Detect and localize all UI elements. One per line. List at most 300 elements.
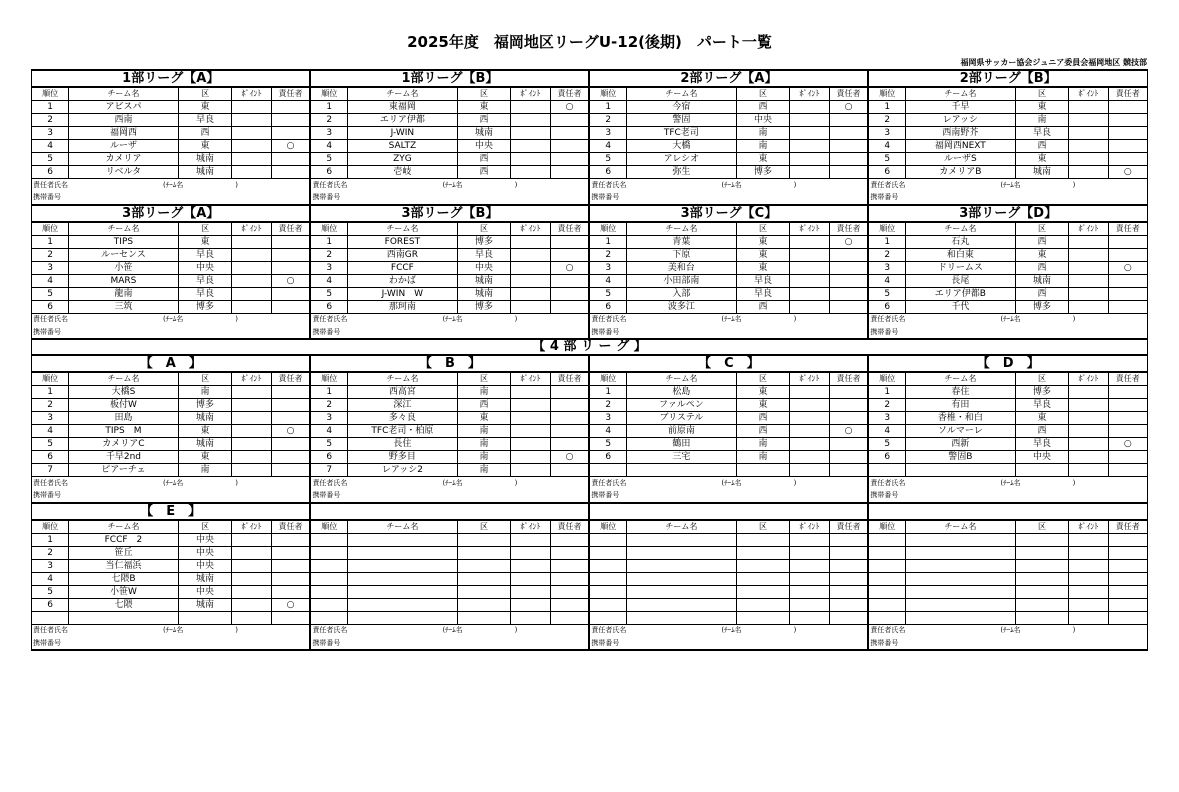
team-name-header: チーム名 xyxy=(906,222,1016,236)
team-name-cell: 龍南 xyxy=(69,287,179,300)
point-cell xyxy=(1069,438,1108,451)
ward-cell: 早良 xyxy=(178,274,232,287)
team-name-cell: 千早2nd xyxy=(69,451,179,464)
rank-cell: 1 xyxy=(868,235,905,248)
phone-label: 携帯番号 xyxy=(589,490,868,503)
table-row xyxy=(32,300,1148,313)
ward-cell: 南 xyxy=(457,451,511,464)
group-title xyxy=(310,503,589,520)
responsible-cell xyxy=(829,140,868,153)
table-row xyxy=(32,274,1148,287)
responsible-cell xyxy=(271,261,310,274)
rank-cell: 7 xyxy=(310,464,347,477)
responsible-footer xyxy=(32,313,311,326)
rank-cell: 2 xyxy=(32,399,69,412)
responsible-cell xyxy=(550,546,589,559)
ward-cell: 南 xyxy=(457,425,511,438)
team-name-cell: 西南 xyxy=(69,114,179,127)
rank-cell xyxy=(868,611,905,624)
rank-header: 順位 xyxy=(310,372,347,386)
responsible-cell xyxy=(829,438,868,451)
ward-cell: 西 xyxy=(457,166,511,179)
ward-cell xyxy=(457,533,511,546)
responsible-footer xyxy=(32,179,311,192)
rank-cell: 4 xyxy=(868,140,905,153)
team-name-cell xyxy=(348,611,458,624)
ward-cell: 南 xyxy=(736,140,790,153)
team-name-cell: カメリアB xyxy=(906,166,1016,179)
responsible-footer xyxy=(868,477,1147,490)
responsible-cell xyxy=(550,287,589,300)
responsible-name-label: 責任者氏名 xyxy=(312,315,348,324)
responsible-name-label: 責任者氏名 xyxy=(591,626,627,635)
responsible-cell: ○ xyxy=(829,425,868,438)
point-header: ﾎﾟｲﾝﾄ xyxy=(1069,87,1108,101)
responsible-cell xyxy=(829,127,868,140)
team-name-close: ) xyxy=(1072,180,1076,189)
point-cell xyxy=(1069,425,1108,438)
rank-header: 順位 xyxy=(32,87,69,101)
point-cell xyxy=(511,248,550,261)
responsible-cell xyxy=(829,399,868,412)
table-row xyxy=(32,287,1148,300)
responsible-cell xyxy=(1108,114,1147,127)
rank-cell: 1 xyxy=(32,235,69,248)
team-name-cell: ブリステル xyxy=(627,412,737,425)
ward-cell: 中央 xyxy=(178,559,232,572)
team-name-cell: 福岡西 xyxy=(69,127,179,140)
responsible-cell xyxy=(550,248,589,261)
responsible-cell xyxy=(271,559,310,572)
team-name-label: (ﾁｰﾑ名 xyxy=(442,478,463,487)
ward-cell xyxy=(457,572,511,585)
phone-label: 携帯番号 xyxy=(310,490,589,503)
team-name-cell: MARS xyxy=(69,274,179,287)
responsible-header: 責任者 xyxy=(1108,520,1147,534)
ward-cell: 東 xyxy=(1015,248,1069,261)
rank-header: 順位 xyxy=(589,87,626,101)
table-row xyxy=(32,261,1148,274)
rank-header: 順位 xyxy=(32,520,69,534)
team-name-cell xyxy=(627,572,737,585)
responsible-cell xyxy=(829,611,868,624)
point-cell xyxy=(1069,572,1108,585)
ward-cell: 中央 xyxy=(178,585,232,598)
responsible-cell xyxy=(550,386,589,399)
ward-cell: 早良 xyxy=(178,114,232,127)
ward-cell xyxy=(1015,598,1069,611)
team-name-cell: 香椎・和白 xyxy=(906,412,1016,425)
responsible-footer xyxy=(589,624,868,637)
rank-cell: 4 xyxy=(310,274,347,287)
point-cell xyxy=(511,425,550,438)
point-cell xyxy=(1069,114,1108,127)
point-cell xyxy=(1069,533,1108,546)
ward-cell: 東 xyxy=(178,425,232,438)
point-cell xyxy=(790,412,829,425)
point-cell xyxy=(790,386,829,399)
team-name-cell xyxy=(906,546,1016,559)
rank-cell: 3 xyxy=(868,261,905,274)
group-title: 2部リーグ【B】 xyxy=(868,70,1147,87)
rank-cell: 6 xyxy=(868,451,905,464)
team-name-header: チーム名 xyxy=(69,87,179,101)
rank-cell: 2 xyxy=(589,114,626,127)
responsible-name-label: 責任者氏名 xyxy=(870,478,906,487)
rank-cell: 5 xyxy=(868,438,905,451)
responsible-cell xyxy=(1108,611,1147,624)
rank-cell xyxy=(589,572,626,585)
responsible-cell xyxy=(829,412,868,425)
point-cell xyxy=(790,274,829,287)
rank-cell: 3 xyxy=(868,127,905,140)
team-name-close: ) xyxy=(235,315,238,324)
point-cell xyxy=(232,585,271,598)
team-name-cell: 笹丘 xyxy=(69,546,179,559)
ward-cell: 東 xyxy=(1015,101,1069,114)
rank-cell: 1 xyxy=(32,533,69,546)
responsible-cell xyxy=(271,438,310,451)
responsible-cell xyxy=(271,546,310,559)
rank-cell xyxy=(589,585,626,598)
point-cell xyxy=(790,399,829,412)
rank-cell: 2 xyxy=(310,114,347,127)
responsible-cell xyxy=(271,248,310,261)
team-name-cell: 多々良 xyxy=(348,412,458,425)
ward-header: 区 xyxy=(1015,372,1069,386)
responsible-footer xyxy=(310,624,589,637)
phone-label: 携帯番号 xyxy=(868,192,1147,205)
team-name-cell xyxy=(348,533,458,546)
ward-cell: 西 xyxy=(1015,235,1069,248)
rank-header: 順位 xyxy=(32,372,69,386)
point-cell xyxy=(511,235,550,248)
ward-header: 区 xyxy=(736,520,790,534)
responsible-cell xyxy=(550,235,589,248)
point-cell xyxy=(1069,585,1108,598)
team-name-cell: ZYG xyxy=(348,153,458,166)
team-name-cell: 有田 xyxy=(906,399,1016,412)
ward-cell xyxy=(1015,533,1069,546)
rank-cell xyxy=(310,572,347,585)
group-title: 3部リーグ【C】 xyxy=(589,205,868,222)
team-name-cell: カメリアC xyxy=(69,438,179,451)
ward-cell xyxy=(1015,611,1069,624)
responsible-cell xyxy=(271,300,310,313)
point-cell xyxy=(511,451,550,464)
point-header: ﾎﾟｲﾝﾄ xyxy=(790,87,829,101)
ward-cell: 博多 xyxy=(457,235,511,248)
ward-cell: 南 xyxy=(178,386,232,399)
rank-cell: 4 xyxy=(868,425,905,438)
point-cell xyxy=(1069,598,1108,611)
responsible-cell xyxy=(829,153,868,166)
ward-cell: 東 xyxy=(736,399,790,412)
ward-header: 区 xyxy=(1015,87,1069,101)
point-cell xyxy=(232,451,271,464)
team-name-close: ) xyxy=(793,180,797,189)
ward-header: 区 xyxy=(1015,520,1069,534)
rank-cell xyxy=(589,611,626,624)
team-name-cell: FCCF xyxy=(348,261,458,274)
table-row xyxy=(32,438,1148,451)
responsible-cell xyxy=(271,235,310,248)
point-cell xyxy=(1069,140,1108,153)
rank-cell: 6 xyxy=(589,451,626,464)
point-header: ﾎﾟｲﾝﾄ xyxy=(790,372,829,386)
team-name-cell: 西南野芥 xyxy=(906,127,1016,140)
responsible-cell: ○ xyxy=(550,261,589,274)
ward-header: 区 xyxy=(736,372,790,386)
point-cell xyxy=(232,572,271,585)
responsible-name-label: 責任者氏名 xyxy=(33,315,68,324)
point-cell xyxy=(790,235,829,248)
point-cell xyxy=(232,140,271,153)
rank-cell: 6 xyxy=(32,300,69,313)
ward-cell: 南 xyxy=(457,464,511,477)
team-name-cell: 入部 xyxy=(627,287,737,300)
ward-cell xyxy=(1015,572,1069,585)
team-name-header: チーム名 xyxy=(348,222,458,236)
team-name-cell: 西南GR xyxy=(348,248,458,261)
ward-cell: 城南 xyxy=(457,127,511,140)
rank-cell: 3 xyxy=(589,412,626,425)
point-cell xyxy=(790,287,829,300)
responsible-cell xyxy=(550,611,589,624)
team-name-cell xyxy=(627,464,737,477)
rank-cell: 6 xyxy=(32,166,69,179)
team-name-label: (ﾁｰﾑ名 xyxy=(442,180,463,189)
point-cell xyxy=(790,101,829,114)
team-name-cell: 下原 xyxy=(627,248,737,261)
responsible-header: 責任者 xyxy=(829,520,868,534)
rank-cell: 2 xyxy=(32,248,69,261)
team-name-close: ) xyxy=(1072,315,1076,324)
point-cell xyxy=(511,300,550,313)
rank-cell: 3 xyxy=(310,261,347,274)
rank-header: 順位 xyxy=(868,87,905,101)
responsible-cell xyxy=(1108,572,1147,585)
ward-cell: 東 xyxy=(178,451,232,464)
point-cell xyxy=(1069,386,1108,399)
ward-cell: 西 xyxy=(457,114,511,127)
team-name-label: (ﾁｰﾑ名 xyxy=(442,315,463,324)
point-cell xyxy=(790,546,829,559)
team-name-cell: 長尾 xyxy=(906,274,1016,287)
point-cell xyxy=(1069,274,1108,287)
rank-header: 順位 xyxy=(589,222,626,236)
point-cell xyxy=(232,412,271,425)
ward-cell: 城南 xyxy=(457,274,511,287)
rank-header: 順位 xyxy=(310,222,347,236)
group-title xyxy=(868,503,1147,520)
ward-header: 区 xyxy=(736,222,790,236)
rank-cell: 2 xyxy=(868,114,905,127)
responsible-header: 責任者 xyxy=(1108,87,1147,101)
rank-cell xyxy=(868,585,905,598)
responsible-cell xyxy=(829,464,868,477)
rank-cell: 5 xyxy=(32,585,69,598)
team-name-label: (ﾁｰﾑ名 xyxy=(1000,180,1021,189)
ward-cell xyxy=(178,611,232,624)
phone-label: 携帯番号 xyxy=(589,637,868,650)
ward-cell xyxy=(736,598,790,611)
ward-cell: 西 xyxy=(1015,425,1069,438)
team-name-close: ) xyxy=(1072,478,1076,487)
rank-cell xyxy=(868,464,905,477)
responsible-cell xyxy=(550,114,589,127)
responsible-name-label: 責任者氏名 xyxy=(870,180,906,189)
point-cell xyxy=(232,464,271,477)
ward-cell: 南 xyxy=(736,451,790,464)
table-row xyxy=(32,572,1148,585)
rank-cell: 1 xyxy=(310,101,347,114)
responsible-cell xyxy=(1108,464,1147,477)
team-name-label: (ﾁｰﾑ名 xyxy=(1000,626,1021,635)
responsible-cell xyxy=(829,598,868,611)
responsible-name-label: 責任者氏名 xyxy=(33,478,68,487)
team-name-close: ) xyxy=(793,626,797,635)
responsible-cell xyxy=(1108,386,1147,399)
team-name-cell: 波多江 xyxy=(627,300,737,313)
point-cell xyxy=(232,559,271,572)
responsible-header: 責任者 xyxy=(829,372,868,386)
rank-cell: 6 xyxy=(32,598,69,611)
point-cell xyxy=(790,559,829,572)
rank-cell: 5 xyxy=(310,287,347,300)
responsible-name-label: 責任者氏名 xyxy=(33,626,68,635)
group-title: 3部リーグ【B】 xyxy=(310,205,589,222)
team-name-close: ) xyxy=(1072,626,1076,635)
rank-cell: 3 xyxy=(310,412,347,425)
responsible-cell: ○ xyxy=(1108,261,1147,274)
responsible-cell: ○ xyxy=(829,235,868,248)
rank-cell: 6 xyxy=(868,166,905,179)
team-name-cell xyxy=(627,546,737,559)
point-cell xyxy=(232,153,271,166)
responsible-cell xyxy=(829,166,868,179)
rank-cell: 2 xyxy=(32,114,69,127)
point-cell xyxy=(232,235,271,248)
point-cell xyxy=(232,546,271,559)
responsible-footer xyxy=(589,477,868,490)
phone-label: 携帯番号 xyxy=(32,326,311,339)
point-header: ﾎﾟｲﾝﾄ xyxy=(511,222,550,236)
point-cell xyxy=(511,559,550,572)
responsible-cell xyxy=(271,114,310,127)
rank-header: 順位 xyxy=(310,520,347,534)
point-cell xyxy=(232,386,271,399)
point-cell xyxy=(232,300,271,313)
team-name-header: チーム名 xyxy=(348,372,458,386)
responsible-cell xyxy=(1108,127,1147,140)
responsible-footer xyxy=(310,477,589,490)
team-name-cell: 小笹 xyxy=(69,261,179,274)
ward-cell: 博多 xyxy=(736,166,790,179)
rank-cell: 4 xyxy=(32,572,69,585)
responsible-footer xyxy=(868,624,1147,637)
responsible-cell xyxy=(271,166,310,179)
responsible-cell xyxy=(1108,533,1147,546)
table-row xyxy=(32,248,1148,261)
responsible-header: 責任者 xyxy=(829,222,868,236)
responsible-cell: ○ xyxy=(1108,166,1147,179)
point-cell xyxy=(511,127,550,140)
point-cell xyxy=(232,399,271,412)
point-cell xyxy=(790,300,829,313)
team-name-header: チーム名 xyxy=(69,372,179,386)
team-name-cell xyxy=(348,585,458,598)
table-row xyxy=(32,611,1148,624)
responsible-cell xyxy=(1108,559,1147,572)
team-name-label: (ﾁｰﾑ名 xyxy=(163,478,184,487)
responsible-cell xyxy=(550,585,589,598)
responsible-cell xyxy=(271,287,310,300)
rank-cell: 5 xyxy=(32,438,69,451)
rank-cell: 5 xyxy=(589,438,626,451)
responsible-cell: ○ xyxy=(271,274,310,287)
team-name-cell: 那珂南 xyxy=(348,300,458,313)
point-cell xyxy=(790,572,829,585)
team-name-cell xyxy=(69,611,179,624)
point-header: ﾎﾟｲﾝﾄ xyxy=(511,520,550,534)
responsible-cell xyxy=(271,153,310,166)
ward-cell: 南 xyxy=(736,127,790,140)
team-name-cell: 野多目 xyxy=(348,451,458,464)
ward-cell: 城南 xyxy=(457,287,511,300)
team-name-cell: アビスパ xyxy=(69,101,179,114)
ward-cell: 博多 xyxy=(457,300,511,313)
rank-cell xyxy=(310,585,347,598)
responsible-cell xyxy=(550,425,589,438)
rank-cell: 1 xyxy=(868,101,905,114)
ward-cell: 西 xyxy=(178,127,232,140)
point-cell xyxy=(790,451,829,464)
team-name-cell: 警固B xyxy=(906,451,1016,464)
point-cell xyxy=(511,287,550,300)
ward-cell: 早良 xyxy=(1015,438,1069,451)
rank-cell xyxy=(310,598,347,611)
table-row xyxy=(32,559,1148,572)
ward-cell: 早良 xyxy=(178,248,232,261)
rank-cell: 4 xyxy=(589,274,626,287)
rank-header: 順位 xyxy=(868,372,905,386)
responsible-header: 責任者 xyxy=(1108,372,1147,386)
ward-cell: 博多 xyxy=(1015,300,1069,313)
responsible-cell xyxy=(1108,274,1147,287)
point-cell xyxy=(1069,261,1108,274)
ward-cell: 南 xyxy=(457,438,511,451)
rank-cell: 7 xyxy=(32,464,69,477)
table-row xyxy=(32,451,1148,464)
responsible-cell: ○ xyxy=(271,140,310,153)
point-cell xyxy=(1069,287,1108,300)
responsible-header: 責任者 xyxy=(271,222,310,236)
responsible-cell xyxy=(829,300,868,313)
team-name-close: ) xyxy=(514,626,518,635)
responsible-cell: ○ xyxy=(550,451,589,464)
team-name-cell: 警固 xyxy=(627,114,737,127)
point-cell xyxy=(790,533,829,546)
ward-cell: 東 xyxy=(736,248,790,261)
point-header: ﾎﾟｲﾝﾄ xyxy=(1069,372,1108,386)
responsible-cell xyxy=(829,287,868,300)
rank-header: 順位 xyxy=(32,222,69,236)
ward-cell: 中央 xyxy=(178,546,232,559)
rank-cell: 6 xyxy=(310,166,347,179)
point-cell xyxy=(511,261,550,274)
table-row xyxy=(32,546,1148,559)
